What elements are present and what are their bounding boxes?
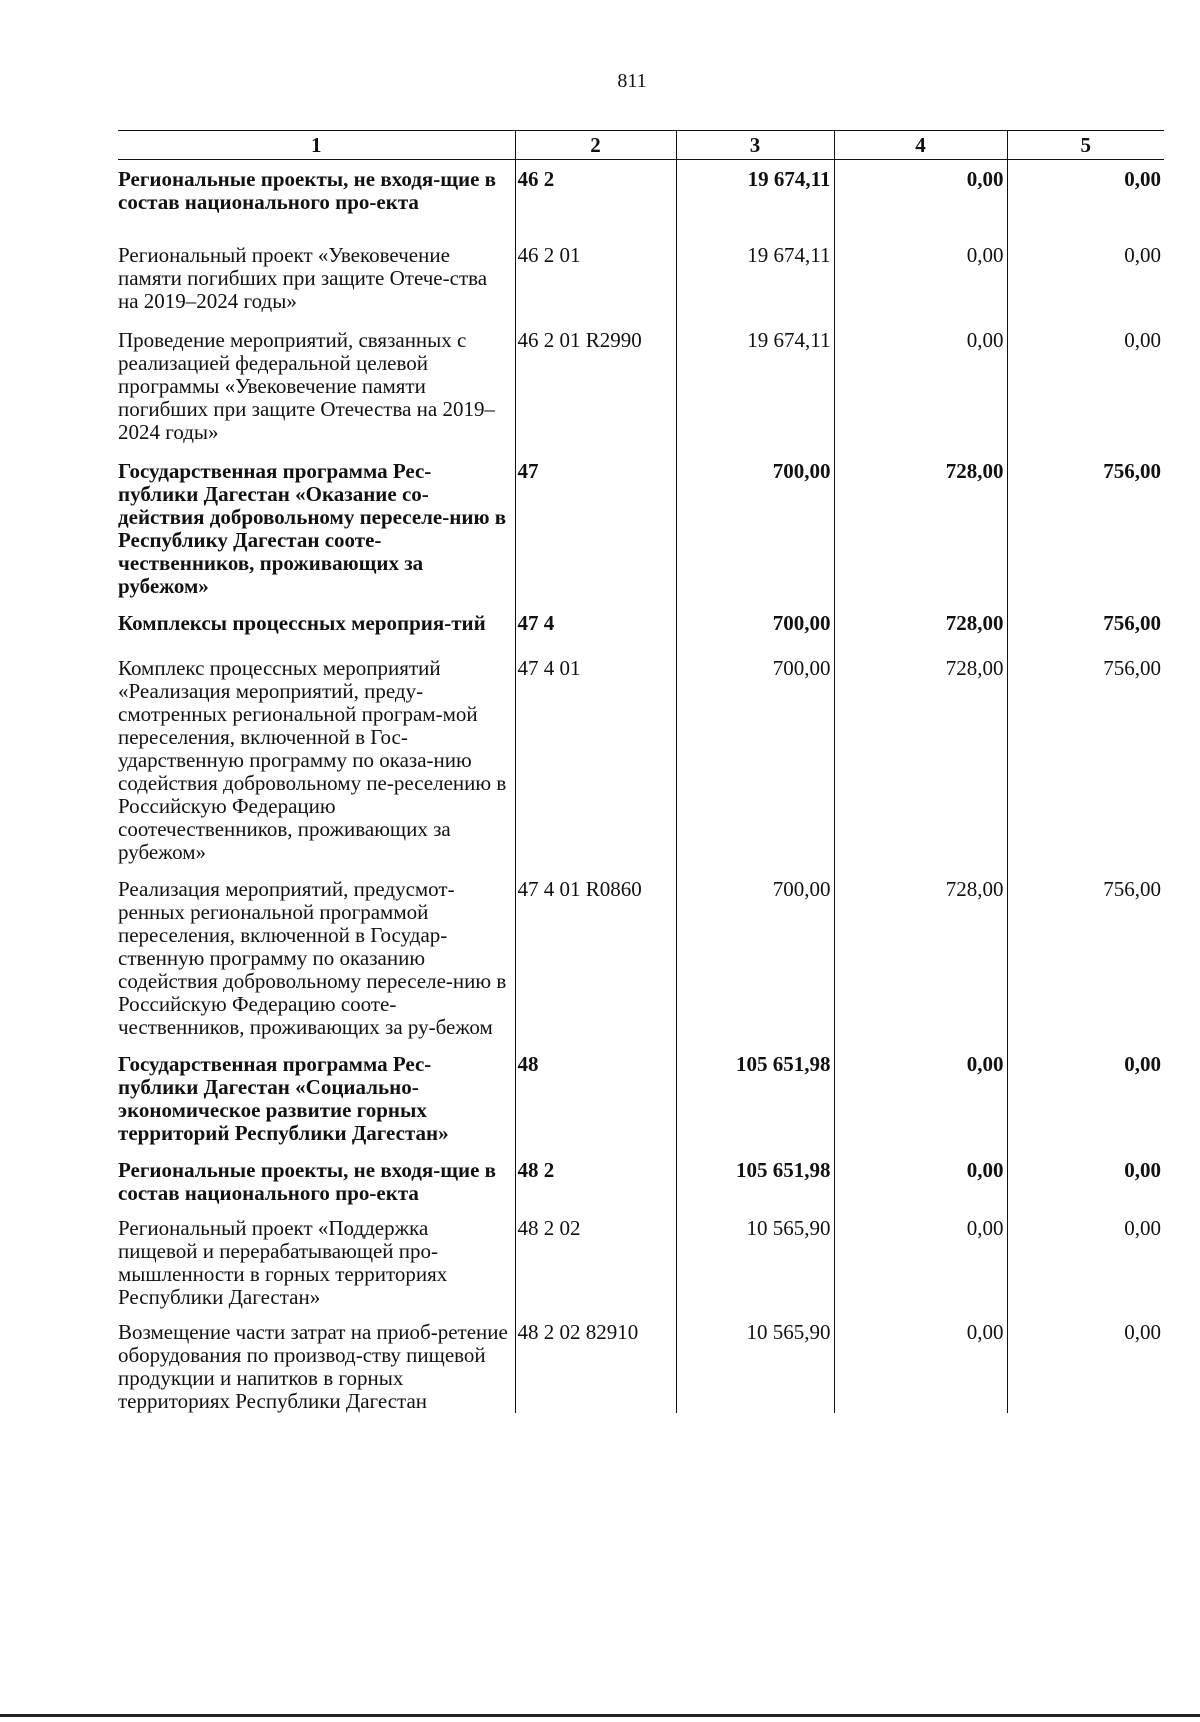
row-code: 47 4 01 R0860 bbox=[515, 864, 676, 1039]
row-value-col3: 19 674,11 bbox=[676, 214, 834, 313]
row-name: Региональный проект «Поддержка пищевой и перерабатывающей про-мышленности в горных территориях Республики Дагестан» bbox=[118, 1216, 448, 1309]
row-value-col4: 728,00 bbox=[834, 444, 1007, 598]
row-value-col4: 0,00 bbox=[834, 1039, 1007, 1145]
column-header-2: 2 bbox=[515, 131, 676, 160]
row-name: Региональные проекты, не входя-щие в состав национального про-екта bbox=[118, 167, 496, 214]
row-name: Комплекс процессных мероприятий «Реализация мероприятий, преду-смотренных региональной програм-мой переселения, включенной в Гос-ударственную программу по оказа-нию содействия добровольному пе-реселению в Российскую Федерацию соотечественников, проживающих за рубежом» bbox=[118, 656, 507, 864]
table-row bbox=[118, 160, 1164, 215]
row-value-col5: 0,00 bbox=[1007, 1205, 1164, 1309]
row-value-col4: 0,00 bbox=[834, 1205, 1007, 1309]
table-row bbox=[118, 1205, 1164, 1309]
row-code: 46 2 01 R2990 bbox=[515, 313, 676, 444]
row-name: Реализация мероприятий, предусмот-ренных региональной программой переселения, включенной в Государ-ственную программу по оказанию содействия добровольному переселе-нию в Российскую Федерацию сооте-чественников, проживающих за ру-бежом bbox=[118, 877, 507, 1039]
row-value-col5: 756,00 bbox=[1007, 864, 1164, 1039]
row-code: 48 2 02 82910 bbox=[515, 1309, 676, 1413]
row-value-col3: 700,00 bbox=[676, 635, 834, 864]
row-value-col3: 10 565,90 bbox=[676, 1309, 834, 1413]
table-row bbox=[118, 1145, 1164, 1205]
row-name: Комплексы процессных мероприя-тий bbox=[118, 611, 486, 635]
row-name: Государственная программа Рес-публики Дагестан «Социально-экономическое развитие горных территорий Республики Дагестан» bbox=[118, 1052, 449, 1145]
row-name: Региональные проекты, не входя-щие в состав национального про-екта bbox=[118, 1158, 496, 1205]
row-value-col5: 756,00 bbox=[1007, 444, 1164, 598]
row-value-col4: 728,00 bbox=[834, 635, 1007, 864]
row-code: 48 2 02 bbox=[515, 1205, 676, 1309]
row-value-col4: 0,00 bbox=[834, 214, 1007, 313]
table-row bbox=[118, 1039, 1164, 1145]
row-value-col5: 0,00 bbox=[1007, 1039, 1164, 1145]
row-value-col3: 105 651,98 bbox=[676, 1145, 834, 1205]
budget-table bbox=[118, 130, 1164, 1413]
row-code: 47 4 bbox=[515, 598, 676, 635]
table-row bbox=[118, 635, 1164, 864]
row-code: 47 4 01 bbox=[515, 635, 676, 864]
row-code: 46 2 bbox=[515, 160, 676, 215]
row-value-col5: 0,00 bbox=[1007, 1145, 1164, 1205]
row-value-col4: 728,00 bbox=[834, 598, 1007, 635]
row-code: 48 2 bbox=[515, 1145, 676, 1205]
column-header-5: 5 bbox=[1007, 131, 1164, 160]
row-name: Проведение мероприятий, связанных с реализацией федеральной целевой программы «Увековечение памяти погибших при защите Отечества на 2019–2024 годы» bbox=[118, 328, 495, 444]
table-row bbox=[118, 864, 1164, 1039]
row-value-col5: 0,00 bbox=[1007, 160, 1164, 215]
row-value-col3: 19 674,11 bbox=[676, 313, 834, 444]
row-value-col3: 700,00 bbox=[676, 444, 834, 598]
row-value-col3: 10 565,90 bbox=[676, 1205, 834, 1309]
row-name: Государственная программа Рес-публики Дагестан «Оказание со-действия добровольному переселе-нию в Республику Дагестан сооте-чественников, проживающих за рубежом» bbox=[118, 459, 507, 598]
row-value-col5: 0,00 bbox=[1007, 1309, 1164, 1413]
row-code: 47 bbox=[515, 444, 676, 598]
column-header-1: 1 bbox=[118, 131, 515, 160]
table-row bbox=[118, 1309, 1164, 1413]
row-value-col5: 756,00 bbox=[1007, 598, 1164, 635]
row-value-col3: 19 674,11 bbox=[676, 160, 834, 215]
row-name: Возмещение части затрат на приоб-ретение оборудования по производ-ству пищевой продукции и напитков в горных территориях Республики Дагестан bbox=[118, 1320, 508, 1413]
table-row bbox=[118, 444, 1164, 598]
row-value-col5: 756,00 bbox=[1007, 635, 1164, 864]
row-value-col4: 0,00 bbox=[834, 1309, 1007, 1413]
row-value-col3: 700,00 bbox=[676, 598, 834, 635]
table-header-row bbox=[118, 131, 1164, 160]
column-header-4: 4 bbox=[834, 131, 1007, 160]
row-value-col5: 0,00 bbox=[1007, 214, 1164, 313]
row-code: 48 bbox=[515, 1039, 676, 1145]
page-number: 811 bbox=[617, 70, 647, 92]
row-value-col4: 0,00 bbox=[834, 313, 1007, 444]
table-row bbox=[118, 598, 1164, 635]
table-row bbox=[118, 313, 1164, 444]
row-code: 46 2 01 bbox=[515, 214, 676, 313]
column-header-3: 3 bbox=[676, 131, 834, 160]
row-value-col4: 728,00 bbox=[834, 864, 1007, 1039]
row-value-col3: 105 651,98 bbox=[676, 1039, 834, 1145]
row-name: Региональный проект «Увековечение памяти погибших при защите Отече-ства на 2019–2024 годы» bbox=[118, 243, 488, 313]
row-value-col4: 0,00 bbox=[834, 1145, 1007, 1205]
row-value-col4: 0,00 bbox=[834, 160, 1007, 215]
row-value-col3: 700,00 bbox=[676, 864, 834, 1039]
table-row bbox=[118, 214, 1164, 313]
bottom-scan-edge bbox=[0, 1714, 1200, 1717]
row-value-col5: 0,00 bbox=[1007, 313, 1164, 444]
